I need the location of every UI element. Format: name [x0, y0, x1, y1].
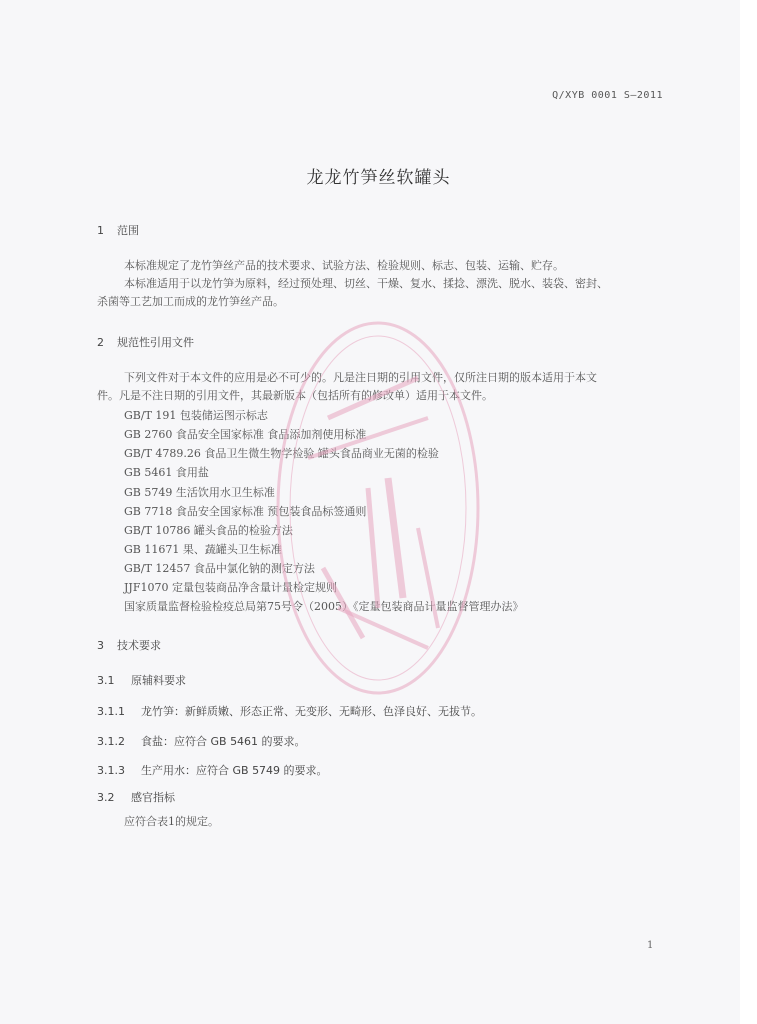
clause-text: 食盐：应符合 GB 5461 的要求。 [141, 735, 306, 748]
section-2-heading [97, 334, 194, 350]
clause-3-1-2 [97, 733, 306, 749]
section-number: 3 [97, 639, 104, 652]
page-edge [740, 0, 757, 1024]
reference-item: GB 11671 果、蔬罐头卫生标准 [124, 543, 282, 556]
clause-3-1-3 [97, 762, 328, 778]
subsection-number: 3.2 [97, 791, 115, 804]
document-title: 龙龙竹笋丝软罐头 [306, 168, 451, 188]
reference-item: 国家质量监督检验检疫总局第75号令（2005）《定量包装商品计量监督管理办法》 [124, 600, 524, 613]
reference-item: GB 7718 食品安全国家标准 预包装食品标签通则 [124, 505, 367, 518]
subsection-3-2-heading [97, 789, 175, 805]
subsection-3-1-heading [97, 672, 186, 688]
reference-item: GB/T 10786 罐头食品的检验方法 [124, 524, 293, 537]
section-title: 范围 [117, 224, 139, 237]
references-intro-line-1: 下列文件对于本文件的应用是必不可少的。凡是注日期的引用文件，仅所注日期的版本适用于本文 [124, 371, 597, 384]
page-number: 1 [647, 940, 654, 951]
section-3-heading [97, 637, 161, 653]
section-number: 1 [97, 224, 104, 237]
scope-paragraph-1: 本标准规定了龙竹笋丝产品的技术要求、试验方法、检验规则、标志、包装、运输、贮存。 [124, 259, 564, 272]
clause-text: 生产用水：应符合 GB 5749 的要求。 [141, 764, 328, 777]
section-title: 规范性引用文件 [117, 336, 194, 349]
clause-3-1-1 [97, 703, 482, 719]
reference-item: GB/T 191 包装储运图示标志 [124, 409, 268, 422]
scope-paragraph-2-line-2: 杀菌等工艺加工而成的龙竹笋丝产品。 [97, 295, 284, 308]
reference-item: GB 5461 食用盐 [124, 466, 209, 479]
section-title: 技术要求 [117, 639, 161, 652]
scope-paragraph-2-line-1: 本标准适用于以龙竹笋为原料，经过预处理、切丝、干燥、复水、揉捻、漂洗、脱水、装袋、密封、 [124, 277, 608, 290]
reference-item: GB 2760 食品安全国家标准 食品添加剂使用标准 [124, 428, 367, 441]
section-1-heading [97, 222, 139, 238]
reference-item: GB 5749 生活饮用水卫生标准 [124, 486, 275, 499]
clause-text: 龙竹笋：新鲜质嫩、形态正常、无变形、无畸形、色泽良好、无拔节。 [141, 705, 482, 718]
reference-item: GB/T 4789.26 食品卫生微生物学检验 罐头食品商业无菌的检验 [124, 447, 439, 460]
reference-item: GB/T 12457 食品中氯化钠的测定方法 [124, 562, 315, 575]
subsection-title: 原辅料要求 [131, 674, 186, 687]
standard-code: Q/XYB 0001 S—2011 [552, 90, 663, 101]
section-number: 2 [97, 336, 104, 349]
subsection-title: 感官指标 [131, 791, 175, 804]
clause-number: 3.1.2 [97, 735, 125, 748]
references-intro-line-2: 件。凡是不注日期的引用文件，其最新版本（包括所有的修改单）适用于本文件。 [97, 389, 493, 402]
clause-number: 3.1.3 [97, 764, 125, 777]
subsection-number: 3.1 [97, 674, 115, 687]
reference-item: JJF1070 定量包装商品净含量计量检定规则 [124, 581, 337, 594]
sensory-requirement-text: 应符合表1的规定。 [124, 815, 219, 828]
clause-number: 3.1.1 [97, 705, 125, 718]
